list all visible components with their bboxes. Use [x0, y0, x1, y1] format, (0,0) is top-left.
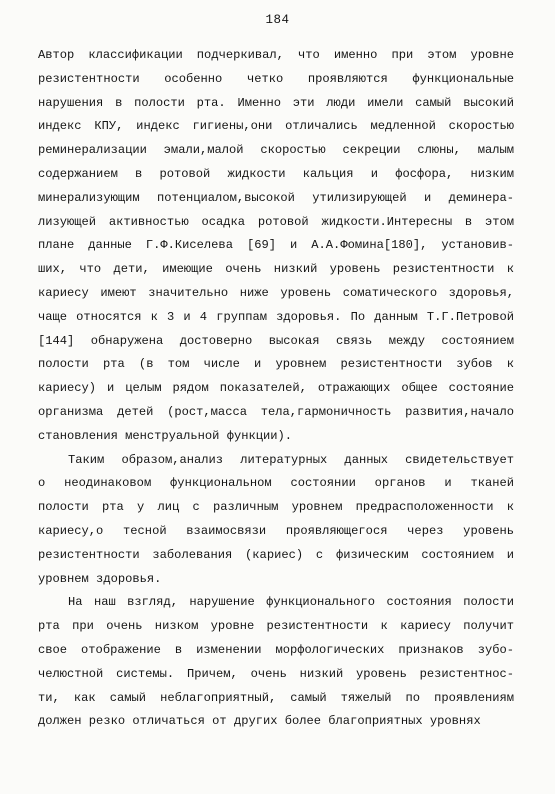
text-line: рта при очень низком уровне резистентности к кариесу получит — [38, 619, 514, 634]
text-line: становления менструальной функции). — [38, 428, 293, 443]
text-line: резистентности заболевания (кариес) с физическим состоянием и — [38, 547, 514, 562]
text-line: Автор классификации подчеркивал, что именно при этом уровне — [38, 48, 514, 62]
text-line: содержанием в ротовой жидкости кальция и фосфора, низким — [38, 166, 514, 181]
text-line: чаще относятся к 3 и 4 группам здоровья. По данным Т.Г.Петровой — [38, 309, 514, 324]
body-text — [38, 47, 514, 737]
text-line: ти, как самый неблагоприятный, самый тяжелый по проявлениям — [38, 690, 514, 705]
text-line: челюстной системы. Причем, очень низкий уровень резистентнос- — [38, 666, 514, 681]
paragraph — [38, 47, 514, 452]
text-line: организма детей (рост,масса тела,гармоничность развития,начало — [38, 404, 514, 419]
text-line: должен резко отличаться от других более благоприятных уровнях — [38, 714, 481, 729]
text-line: резистентности особенно четко проявляются функциональные — [38, 71, 514, 86]
text-line: плане данные Г.Ф.Киселева [69] и А.А.Фомина[180], установив- — [38, 238, 514, 253]
text-line: [144] обнаружена достоверно высокая связь между состоянием — [38, 333, 514, 348]
paragraph — [38, 594, 514, 737]
text-line: полости рта (в том числе и уровнем резистентности зубов к — [38, 357, 514, 372]
text-line: На наш взгляд, нарушение функционального состояния полости — [68, 595, 514, 610]
page-number: 184 — [265, 13, 290, 27]
text-line: о неодинаковом функциональном состоянии органов и тканей — [38, 476, 514, 491]
text-line: лизующей активностью осадка ротовой жидкости.Интересны в этом — [38, 214, 514, 229]
paragraph — [38, 452, 514, 595]
text-line: уровнем здоровья. — [38, 571, 162, 586]
text-line: кариесу) и целым рядом показателей, отражающих общее состояние — [38, 381, 514, 396]
text-line: минерализующим потенциалом,высокой утилизирующей и деминера- — [38, 190, 514, 205]
text-line: кариесу имеют значительно ниже уровень соматического здоровья, — [38, 285, 514, 300]
text-line: нарушения в полости рта. Именно эти люди имели самый высокий — [38, 95, 514, 110]
text-line: индекс КПУ, индекс гигиены,они отличались медленной скоростью — [38, 119, 514, 134]
text-line: полости рта у лиц с различным уровнем предрасположенности к — [38, 500, 514, 515]
text-line: реминерализации эмали,малой скоростью секреции слюны, малым — [38, 143, 514, 158]
text-line: свое отображение в изменении морфологических признаков зубо- — [38, 642, 514, 657]
text-line: кариесу,о тесной взаимосвязи проявляющегося через уровень — [38, 523, 514, 538]
text-line: ших, что дети, имеющие очень низкий уровень резистентности к — [38, 262, 514, 277]
text-line: Таким образом,анализ литературных данных свидетельствует — [68, 452, 514, 467]
